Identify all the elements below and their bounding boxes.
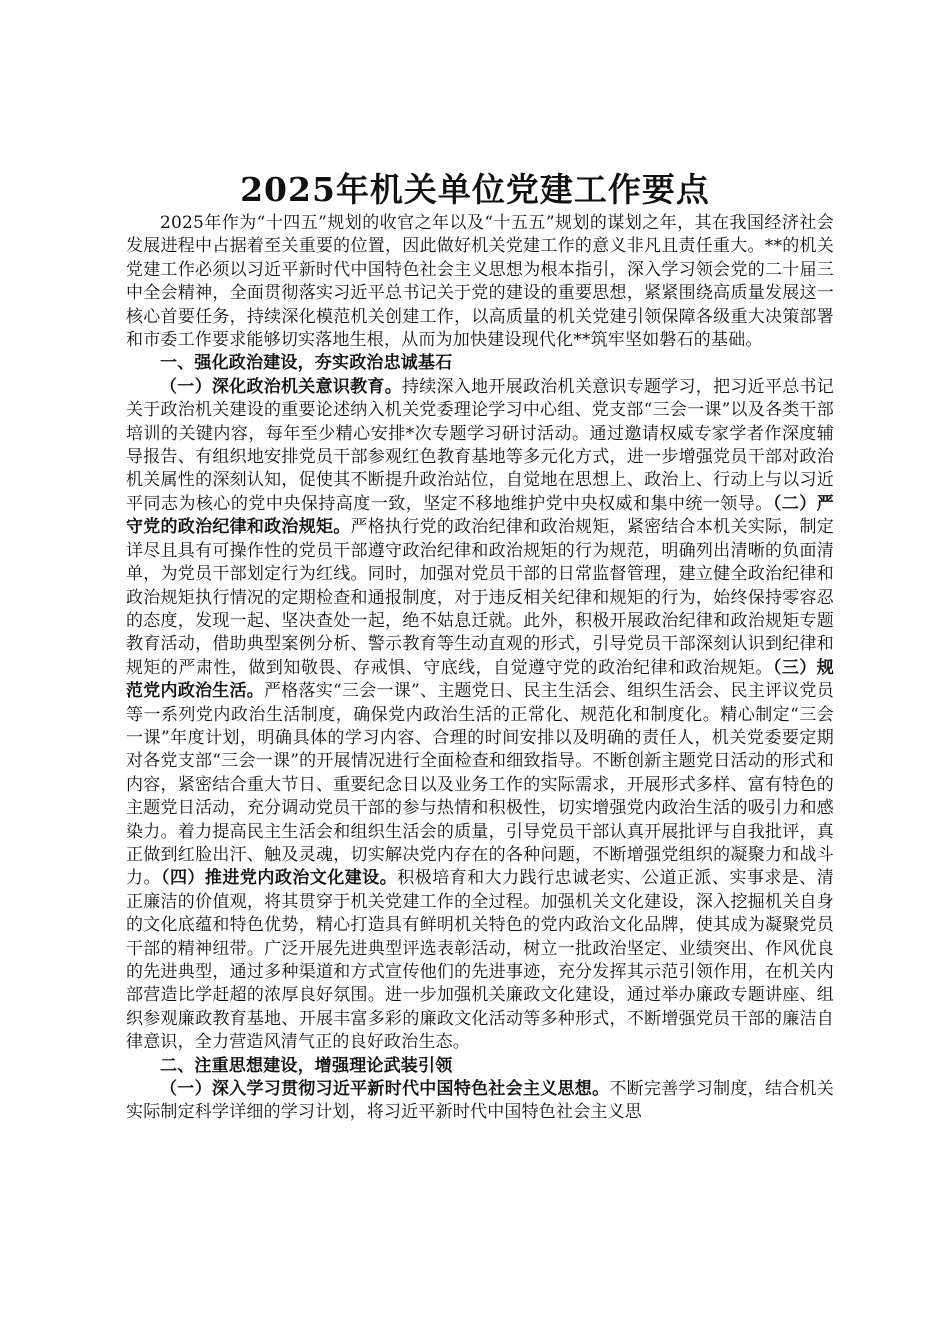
section1-heading: 一、强化政治建设，夯实政治忠诚基石 xyxy=(160,353,453,374)
intro-paragraph: 2025年作为“十四五”规划的收官之年以及“十五五”规划的谋划之年，其在我国经济社会发展进程中占据着至关重要的位置，因此做好机关党建工作的意义非凡且责任重大。**的机关党建工作必须以习近平新时代中国特色社会主义思想为根本指引，深入学习领会党的二十届三中全会精神，全面贯彻落实习近平总书记关于党的建设的重要思想，紧紧围绕高质量发展这一核心首要任务，持续深化模范机关创建工作，以高质量的机关党建引领保障各级重大决策部署和市委工作要求能够切实落地生根，从而为加快建设现代化**筑牢坚如磐石的基础。 xyxy=(126,213,834,351)
section2-heading: 二、注重思想建设，增强理论武装引领 xyxy=(160,1055,453,1076)
section2-item1-title: （一）深入学习贯彻习近平新时代中国特色社会主义思想。 xyxy=(160,1079,610,1100)
section1-item1-text: 持续深入地开展政治机关意识专题学习，把习近平总书记关于政治机关建设的重要论述纳入机关党委理论学习中心组、党支部“三会一课”以及各类干部培训的关键内容，每年至少精心安排*次专题学习研讨活动。通过邀请权威专家学者作深度辅导报告、有组织地安排党员干部参观红色教育基地等多元化方式，进一步增强党员干部对政治机关属性的深刻认知，促使其不断提升政治站位，自觉地在思想上、政治上、行动上与以习近平同志为核心的党中央保持高度一致，坚定不移地维护党中央权威和集中统一领导。 xyxy=(126,376,834,514)
section1-item2-title: （二）严守党的政治纪律和政治规矩。 xyxy=(126,493,834,538)
document-title: 2025年机关单位党建工作要点 xyxy=(240,170,710,209)
section1-item4-text: 积极培育和大力践行忠诚老实、公道正派、实事求是、清正廉洁的价值观，将其贯穿于机关党建工作的全过程。加强机关文化建设，深入挖掘机关自身的文化底蕴和特色优势，精心打造具有鲜明机关特色的党内政治文化品牌，使其成为凝聚党员干部的精神纽带。广泛开展先进典型评选表彰活动，树立一批政治坚定、业绩突出、作风优良的先进典型，通过多种渠道和方式宣传他们的先进事迹，充分发挥其示范引领作用，在机关内部营造比学赶超的浓厚良好氛围。进一步加强机关廉政文化建设，通过举办廉政专题讲座、组织参观廉政教育基地、开展丰富多彩的廉政文化活动等多种形式，不断增强党员干部的廉洁自律意识，全力营造风清气正的良好政治生态。 xyxy=(126,868,834,1053)
section1-item4-title: （四）推进党内政治文化建设。 xyxy=(160,868,398,889)
document-body xyxy=(126,212,834,1125)
section1-item3-title: （三）规范党内政治生活。 xyxy=(126,657,834,702)
section1-item2-text: 严格执行党的政治纪律和政治规矩，紧密结合本机关实际，制定详尽且具有可操作性的党员干部遵守政治纪律和政治规矩的行为规范，明确列出清晰的负面清单，为党员干部划定行为红线。同时，加强对党员干部的日常监督管理，建立健全政治纪律和政治规矩执行情况的定期检查和通报制度，对于违反相关纪律和规矩的行为，始终保持零容忍的态度，发现一起、坚决查处一起，绝不姑息迁就。此外，积极开展政治纪律和政治规矩专题教育活动，借助典型案例分析、警示教育等生动直观的形式，引导党员干部深刻认识到纪律和规矩的严肃性，做到知敬畏、存戒惧、守底线，自觉遵守党的政治纪律和政治规矩。 xyxy=(126,517,834,678)
section1-item3-text: 严格落实“三会一课”、主题党日、民主生活会、组织生活会、民主评议党员等一系列党内政治生活制度，确保党内政治生活的正常化、规范化和制度化。精心制定“三会一课”年度计划，明确具体的学习内容、合理的时间安排以及明确的责任人，机关党委要定期对各党支部“三会一课”的开展情况进行全面检查和细致指导。不断创新主题党日活动的形式和内容，紧密结合重大节日、重要纪念日以及业务工作的实际需求，开展形式多样、富有特色的主题党日活动，充分调动党员干部的参与热情和积极性，切实增强党内政治生活的吸引力和感染力。着力提高民主生活会和组织生活会的质量，引导党员干部认真开展批评与自我批评，真正做到红脸出汗、触及灵魂，切实解决党内存在的各种问题，不断增强党组织的凝聚力和战斗力。 xyxy=(126,681,834,889)
section1-content-paragraph xyxy=(126,376,834,1055)
section2-content-paragraph xyxy=(126,1078,834,1125)
section1-item1-title: （一）深化政治机关意识教育。 xyxy=(160,376,402,397)
section2-item1-text: 不断完善学习制度，结合机关实际制定科学详细的学习计划，将习近平新时代中国特色社会主义思 xyxy=(126,1079,834,1123)
